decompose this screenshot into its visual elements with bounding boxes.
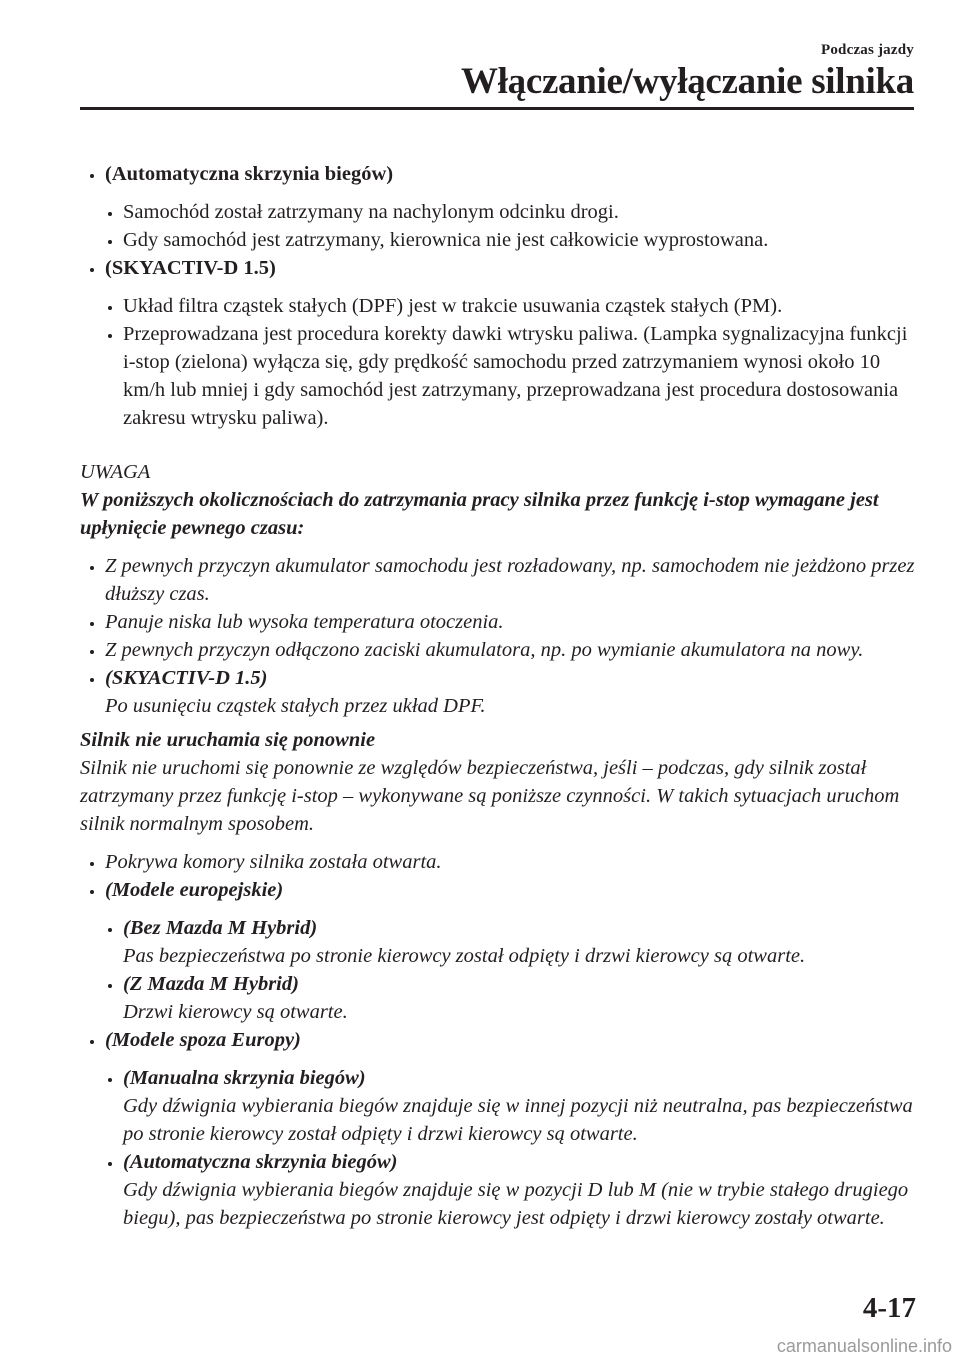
bullet-with-mhybrid	[98, 970, 920, 1026]
bullet-without-mhybrid	[98, 914, 920, 970]
page-title: Włączanie/wyłączanie silnika	[460, 61, 914, 102]
watermark: carmanualsonline.info	[776, 1336, 952, 1356]
header-divider	[80, 107, 914, 110]
note-bullet-temperature: Panuje niska lub wysoka temperatura otoczenia.	[80, 608, 920, 636]
bullet-fuel-injection-correction: Przeprowadzana jest procedura korekty dawki wtrysku paliwa. (Lampka sygnalizacyjna funkcji i-stop (zielona) wyłącza się, gdy prędkość samochodu przed zatrzymaniem wynosi około 10 km/h lub mniej i gdy samochód jest zatrzymany, przeprowadzana jest procedura dostosowania zakresu wtrysku paliwa).	[98, 320, 920, 432]
bullet-manual-transmission-title: (Manualna skrzynia biegów)	[123, 1067, 366, 1089]
bullet-dpf-regeneration: Układ filtra cząstek stałych (DPF) jest w trakcie usuwania cząstek stałych (PM).	[98, 292, 920, 320]
subsection-text: Silnik nie uruchomi się ponownie ze względów bezpieczeństwa, jeśli – podczas, gdy silnik został zatrzymany przez funkcję i-stop – wykonywane są poniższe czynności. W takich sytuacjach uruchom silnik normalnym sposobem.	[80, 757, 900, 835]
bullet-steering-not-straight: Gdy samochód jest zatrzymany, kierownica nie jest całkowicie wyprostowana.	[98, 226, 920, 254]
section-name: Podczas jazdy	[820, 42, 914, 58]
bullet-manual-transmission-text: Gdy dźwignia wybierania biegów znajduje się w innej pozycji niż neutralna, pas bezpieczeństwa po stronie kierowcy został odpięty i drzwi kierowcy są otwarte.	[123, 1095, 913, 1145]
bullet-with-mhybrid-text: Drzwi kierowcy są otwarte.	[123, 1001, 348, 1023]
page-number: 4-17	[862, 1292, 916, 1324]
bullet-with-mhybrid-title: (Z Mazda M Hybrid)	[123, 973, 299, 995]
note-heading: W poniższych okolicznościach do zatrzymania pracy silnika przez funkcję i-stop wymagane jest upłynięcie pewnego czasu:	[80, 489, 879, 539]
bullet-hood-open: Pokrywa komory silnika została otwarta.	[80, 848, 920, 876]
bullet-manual-transmission	[98, 1064, 920, 1148]
note-bullet-skyactiv-title: (SKYACTIV-D 1.5)	[105, 667, 268, 689]
bullet-without-mhybrid-title: (Bez Mazda M Hybrid)	[123, 917, 318, 939]
note-bullet-battery-discharged: Z pewnych przyczyn akumulator samochodu jest rozładowany, np. samochodem nie jeżdżono przez dłuższy czas.	[80, 552, 920, 608]
note-bullet-skyactiv	[80, 664, 920, 720]
note-bullet-battery-terminals: Z pewnych przyczyn odłączono zaciski akumulatora, np. po wymianie akumulatora na nowy.	[80, 636, 920, 664]
bullet-automatic-transmission-2	[98, 1148, 920, 1232]
bullet-without-mhybrid-text: Pas bezpieczeństwa po stronie kierowcy został odpięty i drzwi kierowcy są otwarte.	[123, 945, 806, 967]
page-content	[80, 160, 920, 1232]
bullet-vehicle-on-slope: Samochód został zatrzymany na nachylonym odcinku drogi.	[98, 198, 920, 226]
bullet-automatic-transmission-2-title: (Automatyczna skrzynia biegów)	[123, 1151, 398, 1173]
bullet-non-european-models: (Modele spoza Europy)	[80, 1026, 920, 1054]
note-bullet-skyactiv-text: Po usunięciu cząstek stałych przez układ DPF.	[105, 695, 486, 717]
note-label: UWAGA	[80, 461, 151, 483]
bullet-automatic-transmission: (Automatyczna skrzynia biegów)	[80, 160, 920, 188]
subsection-heading: Silnik nie uruchamia się ponownie	[80, 729, 376, 751]
bullet-european-models: (Modele europejskie)	[80, 876, 920, 904]
bullet-skyactiv: (SKYACTIV-D 1.5)	[80, 254, 920, 282]
bullet-automatic-transmission-2-text: Gdy dźwignia wybierania biegów znajduje się w pozycji D lub M (nie w trybie stałego drugiego biegu), pas bezpieczeństwa po stronie kierowcy jest odpięty i drzwi kierowcy zostały otwarte.	[123, 1179, 909, 1229]
